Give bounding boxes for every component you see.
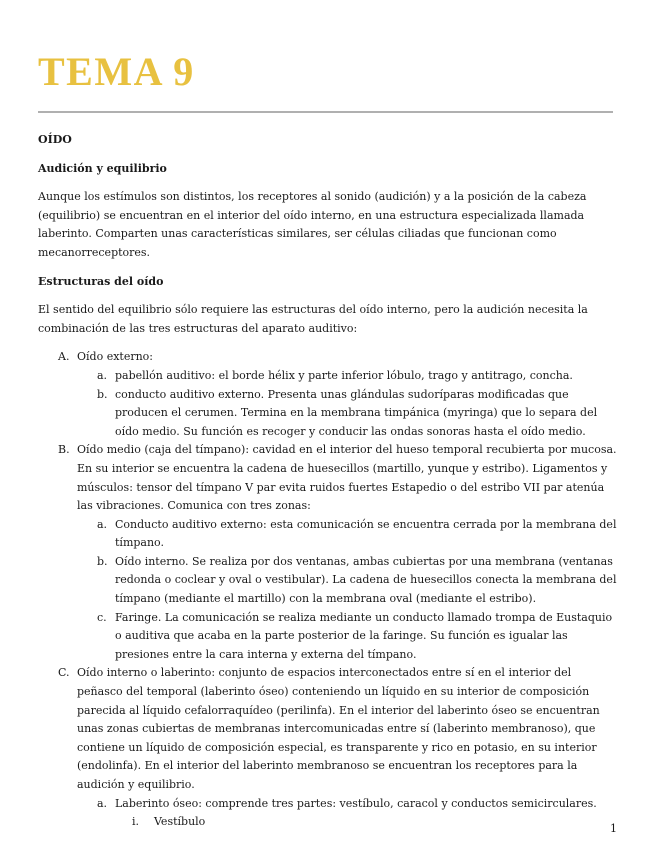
outline-item-text: Oído externo:: [77, 350, 154, 364]
outline-item-b: [38, 441, 618, 664]
list-item: [77, 516, 618, 553]
page-number: 1: [610, 822, 617, 835]
list-marker: B.: [58, 443, 70, 457]
list-item: [77, 553, 618, 609]
list-item: [77, 795, 618, 832]
list-marker: i.: [132, 815, 140, 829]
sublist-c: [77, 795, 618, 832]
page-title: TEMA 9: [38, 49, 195, 94]
list-item-text: conducto auditivo externo. Presenta unas glándulas sudoríparas modificadas que producen el cerumen. Termina en la membrana timpánica (myringa) que lo separa del oído medio. Su función es recoger y conducir las ondas sonoras hasta el oído medio.: [115, 387, 598, 438]
list-item-text: Vestíbulo: [154, 815, 206, 829]
list-marker: a.: [97, 368, 108, 382]
list-item-text: pabellón auditivo: el borde hélix y parte inferior lóbulo, trago y antitrago, concha.: [115, 368, 573, 382]
list-marker: a.: [97, 517, 108, 531]
list-item-text: Faringe. La comunicación se realiza mediante un conducto llamado trompa de Eustaquio o auditiva que acaba en la parte posterior de la faringe. Su función es igualar las presiones entre la cara interna y externa del tímpano.: [115, 610, 613, 661]
list-item-text: Laberinto óseo: comprende tres partes: vestíbulo, caracol y conductos semicirculares.: [115, 796, 597, 810]
list-item-text: Oído interno. Se realiza por dos ventanas, ambas cubiertas por una membrana (ventanas redonda o coclear y oval o vestibular). La cadena de huesecillos conecta la membrana del tímpano (mediante el martillo) con la membrana oval (mediante el estribo).: [115, 554, 617, 606]
outline-item-a: [38, 348, 618, 441]
list-marker: A.: [58, 350, 70, 364]
list-item-text: Conducto auditivo externo: esta comunicación se encuentra cerrada por la membrana del tímpano.: [115, 517, 617, 550]
list-marker: a.: [97, 796, 108, 810]
outline-item-text: Oído medio (caja del tímpano): cavidad en el interior del hueso temporal recubierta por mucosa. En su interior se encuentra la cadena de huesecillos (martillo, yunque y estribo). Ligamentos y músculos: tensor del tímpano V par evita ruidos fuertes Estapedio o del estribo VII par atenúa las vibraciones. Comunica con tres zonas:: [77, 443, 617, 513]
sublist-roman: [115, 813, 618, 832]
intro-paragraph: Aunque los estímulos son distintos, los receptores al sonido (audición) y a la posición de la cabeza (equilibrio) se encuentran en el interior del oído interno, en una estructura especializada llamada laberinto. Comparten unas características similares, ser células ciliadas que funcionan como mecanorreceptores.: [38, 190, 587, 259]
document-body: [38, 128, 618, 832]
subheading-estructuras: Estructuras del oído: [38, 274, 164, 288]
list-marker: C.: [58, 666, 70, 680]
outline-item-c: [38, 664, 618, 831]
list-marker: b.: [97, 554, 108, 568]
section-heading: OÍDO: [38, 133, 72, 146]
title-divider: [38, 111, 613, 113]
structures-paragraph: El sentido del equilibrio sólo requiere las estructuras del oído interno, pero la audición necesita la combinación de las tres estructuras del aparato auditivo:: [38, 303, 588, 335]
list-marker: b.: [97, 387, 108, 401]
structures-outline: [38, 348, 618, 831]
list-marker: c.: [97, 610, 107, 624]
subheading-audicion: Audición y equilibrio: [38, 161, 167, 175]
list-item: [77, 386, 618, 442]
sublist-b: [77, 516, 618, 665]
list-item: [77, 367, 618, 386]
list-item: [115, 813, 618, 832]
list-item: [77, 609, 618, 665]
sublist-a: [77, 367, 618, 441]
outline-item-text: Oído interno o laberinto: conjunto de espacios interconectados entre sí en el interior del peñasco del temporal (laberinto óseo) conteniendo un líquido en su interior de composición parecida al líquido cefalorraquídeo (perilinfa). En el interior del laberinto óseo se encuentran unas zonas cubiertas de membranas intercomunicadas entre sí (laberinto membranoso), que contiene un líquido de composición especial, es transparente y rico en potasio, en su interior (endolinfa). En el interior del laberinto membranoso se encuentran los receptores para la audición y equilibrio.: [77, 666, 600, 791]
